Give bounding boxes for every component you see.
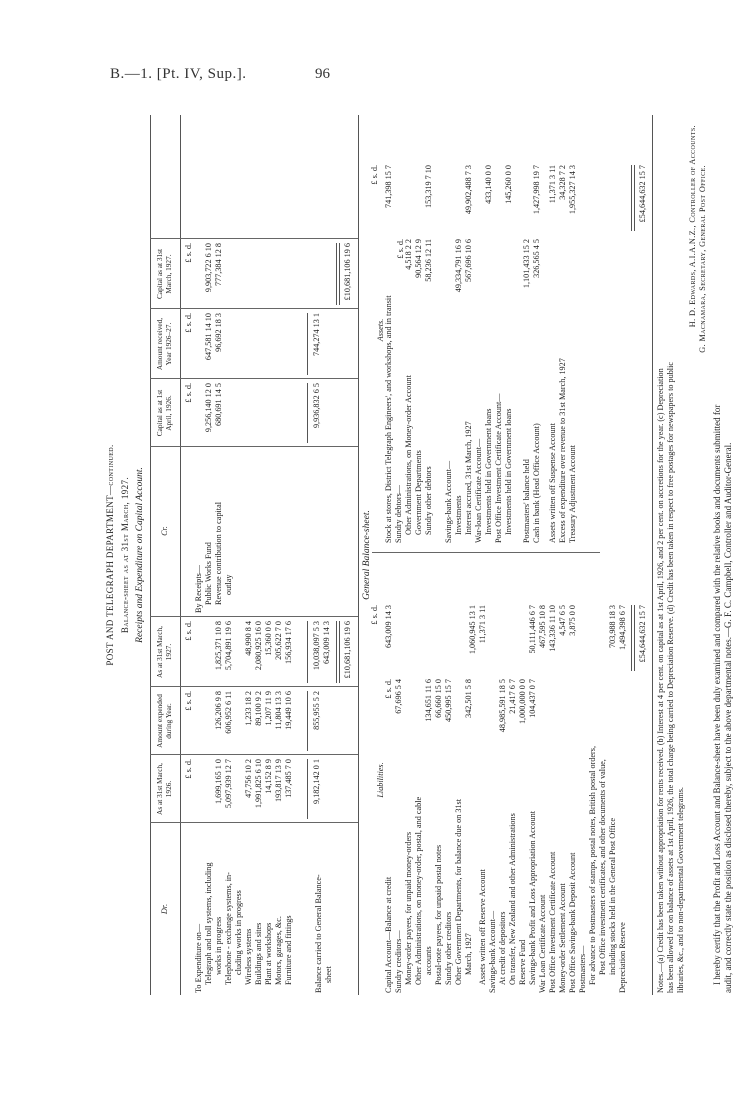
liability-line: Sundry creditors— xyxy=(394,930,403,993)
cell-value: 1,825,371 10 8 xyxy=(214,621,223,671)
cell-value: 567,696 10 6 xyxy=(464,239,473,282)
col-divider xyxy=(150,822,358,823)
cell-value: 3,875 0 0 xyxy=(568,605,577,636)
cell-value: 9,256,140 12 0 xyxy=(204,383,213,433)
dr-heading: Dr. xyxy=(160,903,169,915)
asset-line: Sundry debtors— xyxy=(394,485,403,543)
liability-line: Post Office investment certificates, and other documents of value, xyxy=(598,759,607,975)
col-head-received: Amount received, Year 1926–27. xyxy=(155,317,173,371)
cell-value: 11,371 3 11 xyxy=(478,605,487,644)
cell-value: 4,547 6 5 xyxy=(558,605,567,636)
asset-line: Post Office Investment Certificate Account— xyxy=(494,393,503,543)
lsd-marker: £ s. d. xyxy=(396,239,405,259)
dr-line: Plant at workshops xyxy=(264,922,273,985)
asset-line: Savings-bank Account— xyxy=(444,460,453,543)
general-balance-title: General Balance-sheet. xyxy=(362,510,372,600)
dr-line: Buildings and sites xyxy=(254,922,263,985)
liability-line: Reserve Fund xyxy=(518,939,527,985)
col-head-capital-1927: Capital as at 31st March, 1927. xyxy=(155,248,173,300)
lsd-marker: £ s. d. xyxy=(384,679,393,699)
dr-line: Wireless systems xyxy=(244,928,253,985)
col-divider xyxy=(150,378,358,379)
cell-value: 14,152 8 9 xyxy=(264,759,273,794)
cell-value: 48,985,591 18 5 xyxy=(498,679,507,733)
total-rule xyxy=(336,243,340,305)
cr-line: Revenue contribution to capital xyxy=(214,502,223,605)
cell-value: 67,696 5 4 xyxy=(394,679,403,714)
asset-line: Investments xyxy=(454,495,463,535)
page-number: 96 xyxy=(315,66,330,82)
cell-value: 606,952 6 11 xyxy=(224,691,233,734)
cell-value: 21,417 6 7 xyxy=(508,679,517,714)
cell-value: 11,804 13 3 xyxy=(274,691,283,730)
sum-rule xyxy=(307,691,308,751)
dr-line: works in progress xyxy=(214,916,223,975)
lsd-marker: £ s. d. xyxy=(184,383,193,403)
cell-value: 89,100 9 2 xyxy=(254,691,263,726)
cell-value: 66,660 15 0 xyxy=(434,679,443,718)
cell-grand-total: £10,681,106 19 6 xyxy=(343,621,352,679)
cell-value: 647,581 14 10 xyxy=(204,313,213,361)
cell-value: 143,336 11 10 xyxy=(548,605,557,652)
certification-line: I hereby certify that the Profit and Loss Account and Balance-sheet have been duly examined and compared with the relative books and documents submitted for xyxy=(712,404,722,985)
liability-line: Assets written off Reserve Account xyxy=(478,869,487,985)
cell-value: 145,260 0 0 xyxy=(504,165,513,204)
cell-value: 34,328 7 2 xyxy=(558,165,567,200)
notes-line: Notes.—(a) Credit has been taken without appropriation for rents received. (b) Interest at 4 per cent. on capital as at 1st April, 1926, and 2 per cent. on accretions for the year. (c) Depreciation xyxy=(656,368,665,993)
cell-value: 137,485 7 0 xyxy=(284,759,293,798)
table-bottom-rule xyxy=(358,115,359,995)
cell-value: 48,990 8 4 xyxy=(244,621,253,656)
col-head-1927: As at 31st March, 1927. xyxy=(155,626,173,678)
dr-line: Telegraph and toll systems, including xyxy=(204,862,213,985)
cell-value: 1,955,327 14 3 xyxy=(568,165,577,215)
col-head-1926: As at 31st March, 1926. xyxy=(155,763,173,815)
notes-line: libraries, &c., and to non-departmental Government telegrams. xyxy=(676,787,685,993)
cell-value: 342,501 5 8 xyxy=(464,679,473,718)
cr-line: Public Works Fund xyxy=(204,542,213,605)
balance-bottom-rule xyxy=(652,115,653,995)
dr-line: Balance carried to General Balance- xyxy=(314,874,323,993)
lsd-marker: £ s. d. xyxy=(370,605,379,625)
cell-value: 703,988 18 3 xyxy=(608,605,617,648)
cell-value: 1,699,165 1 0 xyxy=(214,759,223,805)
cell-value: 49,902,488 7 3 xyxy=(464,165,473,215)
asset-line: Assets written off Suspense Account xyxy=(548,423,557,543)
cell-value: 47,756 10 2 xyxy=(244,759,253,798)
liability-line: At credit of depositors xyxy=(498,911,507,985)
lsd-marker: £ s. d. xyxy=(184,691,193,711)
lsd-marker: £ s. d. xyxy=(184,621,193,641)
liability-line: Post Office Investment Certificate Account xyxy=(548,851,557,993)
asset-line: Treasury Adjustment Account xyxy=(568,445,577,543)
asset-line: Stock at stores, District Telegraph Engineers', and workshops, and in transit xyxy=(384,295,393,543)
asset-line: Investments held in Government loans xyxy=(504,408,513,535)
liability-line: including stocks held in the General Post Office xyxy=(608,818,617,975)
cell-value: 156,934 17 6 xyxy=(284,621,293,664)
cell-value: 126,206 9 8 xyxy=(214,691,223,730)
asset-line: Interest accrued, 31st March, 1927 xyxy=(464,421,473,535)
liability-line: War Loan Certificate Account xyxy=(538,894,547,993)
dr-line: cluding works in progress xyxy=(234,890,243,975)
dr-line: Furniture and fittings xyxy=(284,915,293,985)
cell-value: 15,360 0 6 xyxy=(264,621,273,656)
dr-line: Telephone - exchange systems, in- xyxy=(224,872,233,985)
table-top-rule xyxy=(150,115,151,995)
total-rule xyxy=(631,165,635,231)
liability-line: Other Administrations, on money-order, postal, and cable xyxy=(414,796,423,985)
cell-total: 855,955 5 2 xyxy=(312,691,321,730)
cell-value: 5,097,939 12 7 xyxy=(224,759,233,809)
liability-line: Other Government Departments, for balance due on 31st xyxy=(454,799,463,985)
cell-value: 9,903,722 6 10 xyxy=(204,243,213,293)
liability-line: Savings-bank Profit and Loss Appropriation Account xyxy=(528,811,537,985)
cell-value: 2,080,925 16 0 xyxy=(254,621,263,671)
cell-value: 1,233 18 2 xyxy=(244,691,253,726)
liability-line: Postal-note payees, for unpaid postal notes xyxy=(434,844,443,985)
col-divider xyxy=(150,754,358,755)
liability-line: Sundry other creditors xyxy=(444,911,453,985)
liability-line: Depreciation Reserve xyxy=(618,922,627,993)
cell-value: 643,009 14 3 xyxy=(322,621,331,664)
asset-line: Other Administrations, on Money-order Account xyxy=(404,375,413,535)
col-head-expended: Amount expended during Year. xyxy=(155,694,173,748)
sum-rule xyxy=(307,621,308,683)
col-divider xyxy=(150,238,358,239)
cell-value: 1,991,825 6 10 xyxy=(254,759,263,809)
col-divider xyxy=(150,616,358,617)
liability-line: accounts xyxy=(424,946,433,975)
asset-line: Sundry other debtors xyxy=(424,466,433,535)
cr-line: outlay xyxy=(224,574,233,595)
cell-value: 96,692 18 3 xyxy=(214,313,223,352)
cell-total: 744,274 13 1 xyxy=(312,313,321,356)
cell-value: 1,101,433 15 2 xyxy=(522,239,531,289)
cell-value: 1,494,398 6 7 xyxy=(618,605,627,651)
sum-rule xyxy=(307,313,308,375)
sum-rule xyxy=(307,759,308,819)
lsd-marker: £ s. d. xyxy=(370,165,379,185)
lsd-marker: £ s. d. xyxy=(184,243,193,263)
asset-line: Excess of expenditure over revenue to 31st March, 1927 xyxy=(558,358,567,543)
cell-value: 326,565 4 5 xyxy=(532,239,541,278)
table-head-rule xyxy=(180,115,181,995)
cell-value: 205,622 7 0 xyxy=(274,621,283,660)
cell-value: 11,371 3 11 xyxy=(548,165,557,204)
col-divider xyxy=(150,446,358,447)
cell-value: 1,000,000 0 0 xyxy=(518,679,527,725)
cell-value: 50,111,446 6 7 xyxy=(528,605,537,654)
signature-secretary: G. Macnamara, Secretary, General Post Office. xyxy=(698,165,707,353)
cell-value: 680,691 14 5 xyxy=(214,383,223,426)
asset-line: War-loan Certificate Account— xyxy=(474,438,483,543)
cell-value: 741,398 15 7 xyxy=(384,165,393,208)
cell-value: 58,236 12 11 xyxy=(424,239,433,282)
cell-value: 10,038,097 5 3 xyxy=(312,621,321,671)
dr-line: To Expenditure on— xyxy=(194,923,203,993)
liability-line: Money-order Settlement Account xyxy=(558,883,567,993)
assets-heading: Assets. xyxy=(376,318,385,342)
cell-value: 467,595 10 8 xyxy=(538,605,547,648)
cell-value: 433,140 0 0 xyxy=(484,165,493,204)
liability-line: Savings-bank Account— xyxy=(488,910,497,993)
liabilities-total: £54,644,632 15 7 xyxy=(638,605,647,663)
asset-line: Cash in bank (Head Office Account) xyxy=(532,423,541,543)
cell-value: 90,564 12 9 xyxy=(414,239,423,278)
cell-total: 9,182,142 0 1 xyxy=(312,759,321,805)
cell-value: 450,995 15 7 xyxy=(444,679,453,722)
cell-value: 5,704,891 19 6 xyxy=(224,621,233,671)
cell-value: 1,427,998 19 7 xyxy=(532,165,541,215)
liability-line: Post Office Savings-bank Deposit Account xyxy=(568,852,577,993)
cell-value: 134,651 11 6 xyxy=(424,679,433,722)
liability-line: For advance to Postmasters of stamps, postal notes, British postal orders, xyxy=(588,745,597,985)
asset-line: Investments held in Government loans xyxy=(484,408,493,535)
liability-line: Capital Account—Balance at credit xyxy=(384,876,393,993)
cell-value: 193,817 13 9 xyxy=(274,759,283,802)
cell-grand-total: £10,681,106 19 6 xyxy=(343,243,352,301)
page-reference: B.—1. [Pt. IV, Sup.]. xyxy=(110,66,247,82)
cell-value: 1,207 11 9 xyxy=(264,691,273,726)
cell-value: 777,384 12 8 xyxy=(214,243,223,286)
receipts-title: Receipts and Expenditure on Capital Account. xyxy=(135,467,145,643)
lsd-marker: £ s. d. xyxy=(184,759,193,779)
department-title: POST AND TELEGRAPH DEPARTMENT—continued. xyxy=(105,444,115,666)
sum-rule xyxy=(307,383,308,443)
liabilities-heading: Liabilities. xyxy=(376,762,385,798)
dr-line: Motors, garages, &c. xyxy=(274,916,283,985)
col-divider xyxy=(150,308,358,309)
cell-value: 49,334,791 16 9 xyxy=(454,239,463,293)
notes-line: has been allowed for on balance of assets at 1st April, 1926, the total charge being carried to Depreciation Reserve. (d) Credit has been taken in respect to free postages for newspapers to public xyxy=(666,362,675,993)
asset-line: Postmasters' balance held xyxy=(522,459,531,543)
balance-sheet-title: Balance-sheet as at 31st March, 1927. xyxy=(120,476,130,634)
liability-line: March, 1927 xyxy=(464,933,473,975)
assets-total: £54,644,632 15 7 xyxy=(638,165,647,223)
cell-value: 19,449 10 6 xyxy=(284,691,293,730)
certification-line: audit, and correctly state the position as disclosed thereby, subject to the above departmental notes.—G. F. C. Campbell, Controller and Auditor-General. xyxy=(723,442,733,993)
cell-value: 643,009 14 3 xyxy=(384,605,393,648)
cr-line: By Receipts— xyxy=(194,565,203,613)
col-divider xyxy=(150,686,358,687)
liability-line: Postmasters— xyxy=(578,945,587,993)
signature-controller: H. D. Edwards, A.I.A.N.Z., Controller of Accounts. xyxy=(688,125,697,328)
cell-value: 1,060,945 13 1 xyxy=(468,605,477,655)
total-rule xyxy=(336,621,340,683)
cell-value: 4,518 2 2 xyxy=(404,239,413,270)
cell-value: 153,319 7 10 xyxy=(424,165,433,208)
rotated-page-content xyxy=(100,105,733,1005)
cell-total: 9,936,832 6 5 xyxy=(312,383,321,429)
cell-value: 104,437 0 7 xyxy=(528,679,537,718)
cr-heading: Cr. xyxy=(160,526,169,536)
liab-asset-divider xyxy=(372,552,600,553)
liability-line: On transfer, New Zealand and other Administrations xyxy=(508,813,517,985)
total-rule xyxy=(631,605,635,671)
liability-line: Money-order payees, for unpaid money-orders xyxy=(404,831,413,985)
col-head-capital-1926: Capital as at 1st April, 1926. xyxy=(155,389,173,437)
asset-line: Government Departments xyxy=(414,450,423,535)
dr-line: sheet xyxy=(324,966,333,983)
lsd-marker: £ s. d. xyxy=(184,313,193,333)
